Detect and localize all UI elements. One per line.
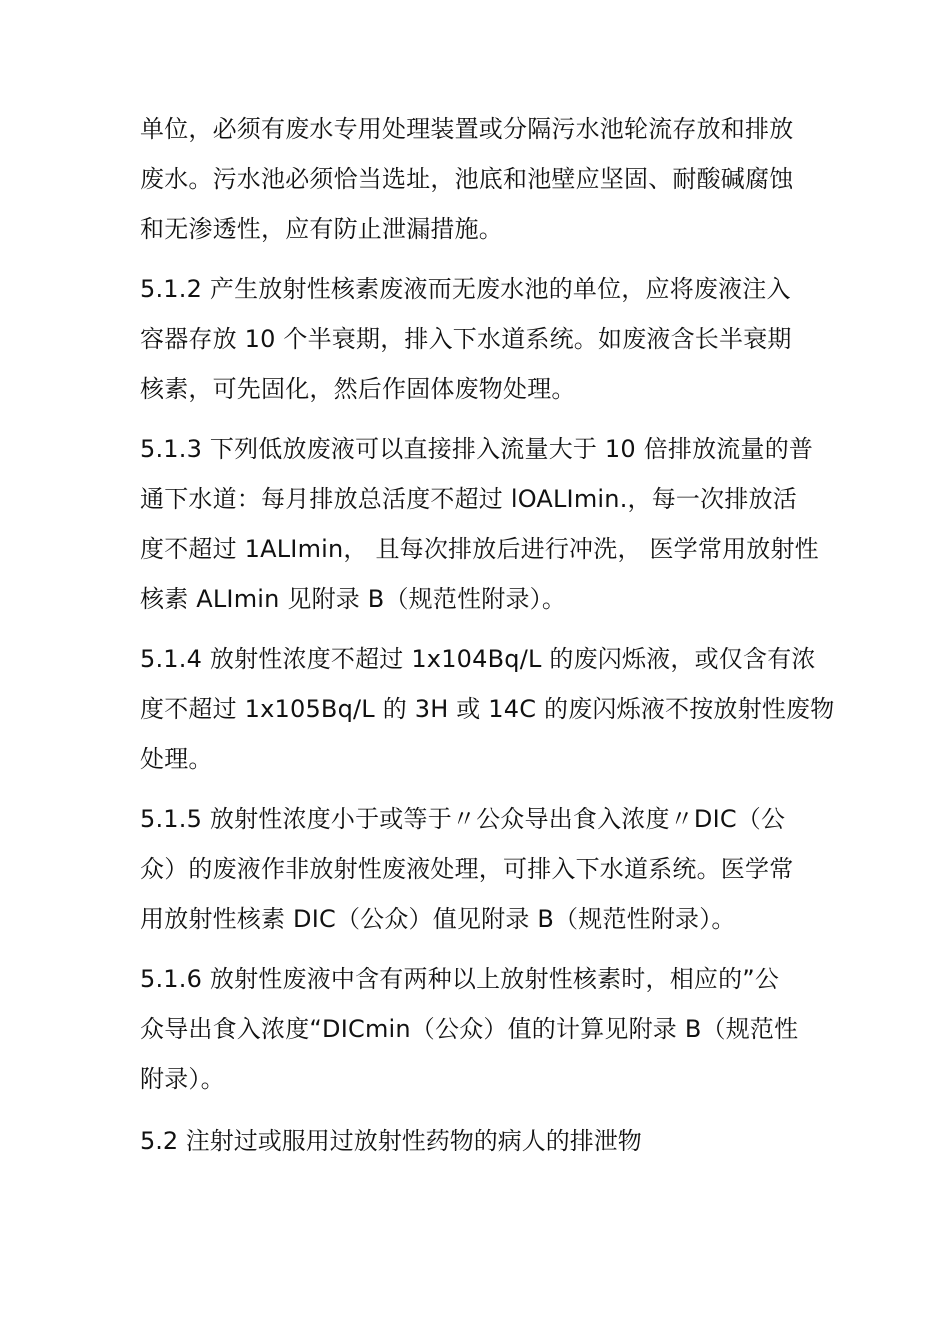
paragraph-5-1-3 [140,424,820,624]
section-heading-5-2: 5.2 注射过或服用过放射性药物的病人的排泄物 [140,1127,642,1155]
document-body [140,104,835,1166]
text-line: 单位，必须有废水专用处理装置或分隔污水池轮流存放和排放 [140,115,794,143]
text-line: 5.1.2 产生放射性核素废液而无废水池的单位，应将废液注入 [140,275,791,303]
text-line: 和无渗透性，应有防止泄漏措施。 [140,215,503,243]
text-line: 核素 ALImin 见附录 B（规范性附录）。 [140,585,567,613]
paragraph-5-1-1-continued [140,104,820,254]
text-line: 5.1.6 放射性废液中含有两种以上放射性核素时，相应的”公 [140,965,780,993]
paragraph-5-1-5 [140,794,820,944]
text-line: 处理。 [140,745,213,773]
text-line: 5.1.3 下列低放废液可以直接排入流量大于 10 倍排放流量的普 [140,435,814,463]
paragraph-5-1-4 [140,634,835,784]
text-line: 通下水道：每月排放总活度不超过 lOALImin.，每一次排放活 [140,485,797,513]
text-line: 废水。污水池必须恰当选址，池底和池壁应坚固、耐酸碱腐蚀 [140,165,794,193]
text-line: 众导出食入浓度“DICmin（公众）值的计算见附录 B（规范性 [140,1015,799,1043]
text-line: 度不超过 1ALImin， 且每次排放后进行冲洗， 医学常用放射性 [140,535,819,563]
text-line: 5.1.4 放射性浓度不超过 1x104Bq/L 的废闪烁液，或仅含有浓 [140,645,816,673]
text-line: 附录）。 [140,1065,225,1093]
text-line: 容器存放 10 个半衰期，排入下水道系统。如废液含长半衰期 [140,325,792,353]
text-line: 度不超过 1x105Bq/L 的 3H 或 14C 的废闪烁液不按放射性废物 [140,695,835,723]
paragraph-5-1-6 [140,954,820,1104]
text-line: 核素，可先固化，然后作固体废物处理。 [140,375,576,403]
paragraph-5-1-2 [140,264,820,414]
text-line: 众）的废液作非放射性废液处理，可排入下水道系统。医学常 [140,855,794,883]
text-line: 5.1.5 放射性浓度小于或等于〃公众导出食入浓度〃DIC（公 [140,805,786,833]
text-line: 用放射性核素 DIC（公众）值见附录 B（规范性附录）。 [140,905,736,933]
